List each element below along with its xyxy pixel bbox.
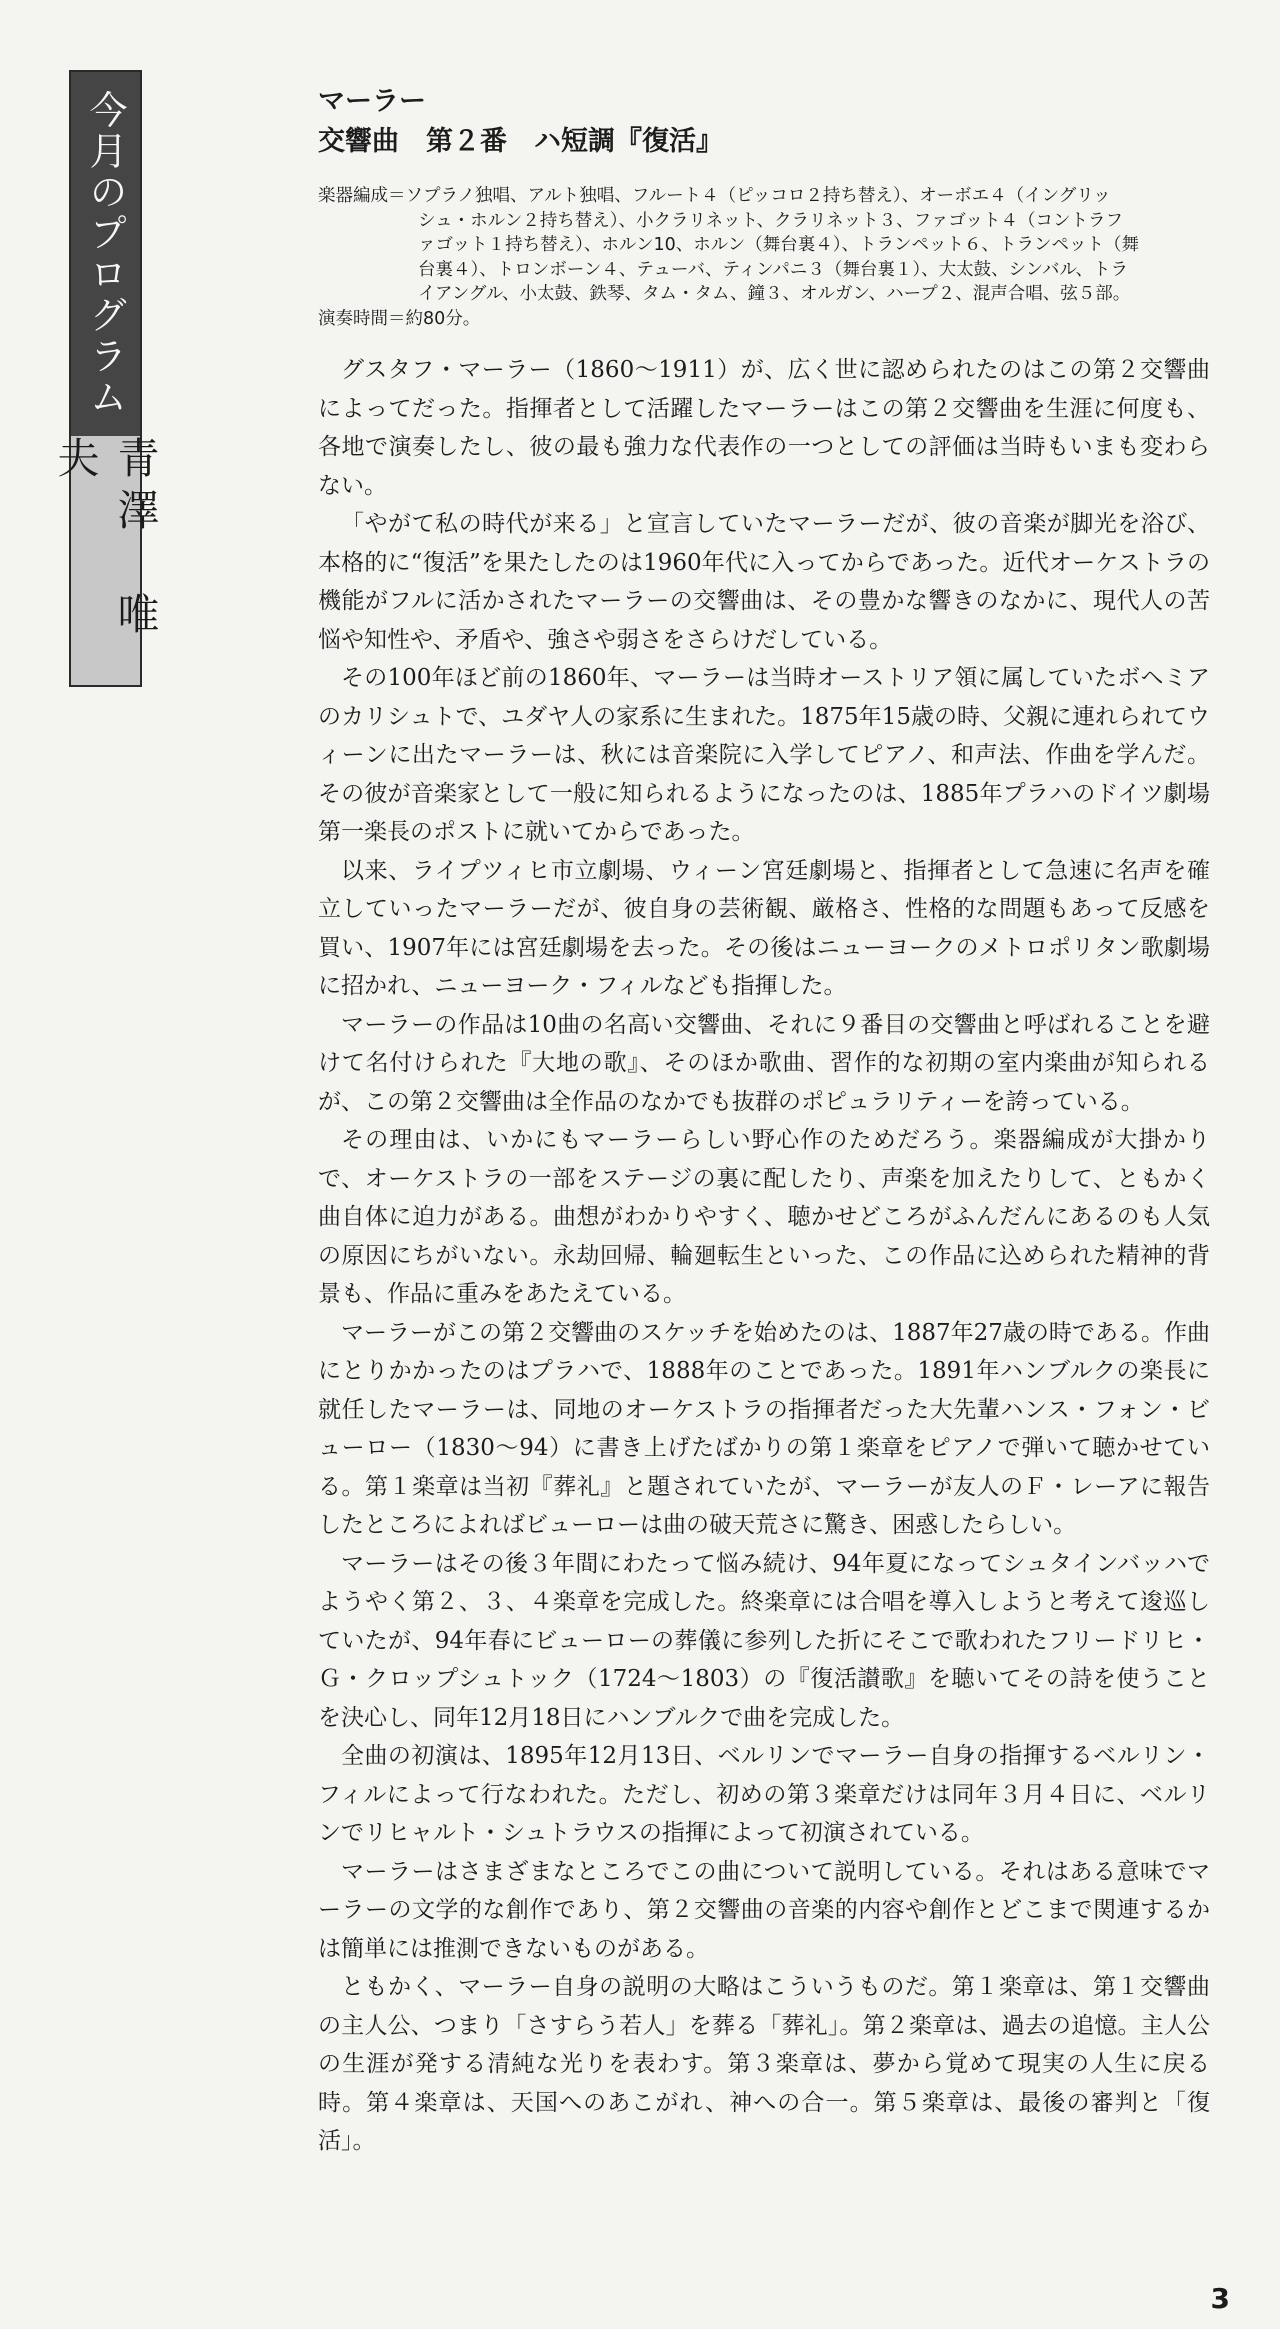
body-paragraph: ともかく、マーラー自身の説明の大略はこういうものだ。第１楽章は、第１交響曲の主人公、つまり「さすらう若人」を葬る「葬礼」。第２楽章は、過去の追憶。主人公の生涯が発する清純な光りを表わす。第３楽章は、夢から覚めて現実の人生に戻る時。第４楽章は、天国へのあこがれ、神への合一。第５楽章は、最後の審判と「復活」。: [318, 1974, 1210, 2154]
body-paragraph: 全曲の初演は、1895年12月13日、ベルリンでマーラー自身の指揮するベルリン・フィルによって行なわれた。ただし、初めの第３楽章だけは同年３月４日に、ベルリンでリヒャルト・シュトラウスの指揮によって初演されている。: [318, 1743, 1210, 1846]
instrumentation-line: 台裏４）、トロンボーン４、テューバ、ティンパニ３（舞台裏１）、大太鼓、シンバル、トラ: [418, 259, 1129, 280]
instrumentation-line: シュ・ホルン２持ち替え）、小クラリネット、クラリネット３、ファゴット４（コントラフ: [418, 210, 1123, 231]
instrumentation-line: イアングル、小太鼓、鉄琴、タム・タム、鐘３、オルガン、ハープ２、混声合唱、弦５部。: [418, 284, 1131, 304]
article: [318, 82, 1210, 2161]
work-title: 交響曲 第２番 ハ短調『復活』: [318, 126, 723, 157]
body-paragraph: マーラーがこの第２交響曲のスケッチを始めたのは、1887年27歳の時である。作曲にとりかかったのはプラハで、1888年のことであった。1891年ハンブルクの楽長に就任したマーラーは、同地のオーケストラの指揮者だった大先輩ハンス・フォン・ビューロー（1830～94）に書き上げたばかりの第１楽章をピアノで弾いて聴かせている。第１楽章は当初『葬礼』と題されていたが、マーラーが友人のＦ・レーアに報告したところによればビューローは曲の破天荒さに驚き、困惑したらしい。: [318, 1319, 1210, 1538]
body-paragraph: マーラーの作品は10曲の名高い交響曲、それに９番目の交響曲と呼ばれることを避けて名付けられた『大地の歌』、そのほか歌曲、習作的な初期の室内楽曲が知られるが、この第２交響曲は全作品のなかでも抜群のポピュラリティーを誇っている。: [318, 1011, 1210, 1115]
body-paragraph: 「やがて私の時代が来る」と宣言していたマーラーだが、彼の音楽が脚光を浴び、本格的に“復活”を果たしたのは1960年代に入ってからであった。近代オーケストラの機能がフルに活かされたマーラーの交響曲は、その豊かな響きのなかに、現代人の苦悩や知性や、矛盾や、強さや弱さをさらけだしている。: [318, 511, 1210, 653]
author-name: 青澤 唯夫: [51, 436, 161, 644]
series-label-box: [71, 72, 140, 436]
instrumentation-line: ァゴット１持ち替え）、ホルン10、ホルン（舞台裏４）、トランペット６、トランペット（舞: [418, 235, 1140, 255]
body-paragraph: マーラーはその後３年間にわたって悩み続け、94年夏になってシュタインバッハでようやく第２、３、４楽章を完成した。終楽章には合唱を導入しようと考えて逡巡していたが、94年春にビューローの葬儀に参列した折にそこで歌われたフリードリヒ・Ｇ・クロップシュトック（1724～1803）の『復活讃歌』を聴いてその詩を使うことを決心し、同年12月18日にハンブルクで曲を完成した。: [318, 1550, 1211, 1731]
body-paragraph: 以来、ライプツィヒ市立劇場、ウィーン宮廷劇場と、指揮者として急速に名声を確立していったマーラーだが、彼自身の芸術観、厳格さ、性格的な問題もあって反感を買い、1907年には宮廷劇場を去った。その後はニューヨークのメトロポリタン歌劇場に招かれ、ニューヨーク・フィルなども指揮した。: [318, 857, 1210, 999]
article-body: [318, 351, 1210, 2161]
body-paragraph: マーラーはさまざまなところでこの曲について説明している。それはある意味でマーラーの文学的な創作であり、第２交響曲の音楽的内容や創作とどこまで関連するかは簡単には推測できないものがある。: [318, 1858, 1210, 1962]
performance-duration: 演奏時間＝約80分。: [318, 308, 481, 329]
series-label: 今月のプログラム: [83, 90, 127, 418]
body-paragraph: その理由は、いかにもマーラーらしい野心作のためだろう。楽器編成が大掛かりで、オーケストラの一部をステージの裏に配したり、声楽を加えたりして、ともかく曲自体に迫力がある。曲想がわかりやすく、聴かせどころがふんだんにあるのも人気の原因にちがいない。永劫回帰、輪廻転生といった、この作品に込められた精神的背景も、作品に重みをあたえている。: [318, 1127, 1210, 1307]
series-side-tab: [51, 70, 161, 687]
composer-name: マーラー: [318, 86, 426, 117]
body-paragraph: グスタフ・マーラー（1860～1911）が、広く世に認められたのはこの第２交響曲によってだった。指揮者として活躍したマーラーはこの第２交響曲を生涯に何度も、各地で演奏したし、彼の最も強力な代表作の一つとしての評価は当時もいまも変わらない。: [318, 357, 1210, 499]
author-label-box: [51, 436, 161, 685]
page-number: 3: [1210, 2282, 1230, 2315]
instrumentation-block: [318, 184, 1210, 331]
body-paragraph: その100年ほど前の1860年、マーラーは当時オーストリア領に属していたボヘミアのカリシュトで、ユダヤ人の家系に生まれた。1875年15歳の時、父親に連れられてウィーンに出たマーラーは、秋には音楽院に入学してピアノ、和声法、作曲を学んだ。その彼が音楽家として一般に知られるようになったのは、1885年プラハのドイツ劇場第一楽長のポストに就いてからであった。: [318, 665, 1210, 845]
instrumentation-line: 楽器編成＝ソプラノ独唱、アルト独唱、フルート４（ピッコロ２持ち替え）、オーボエ４（イングリッ: [318, 186, 1111, 206]
